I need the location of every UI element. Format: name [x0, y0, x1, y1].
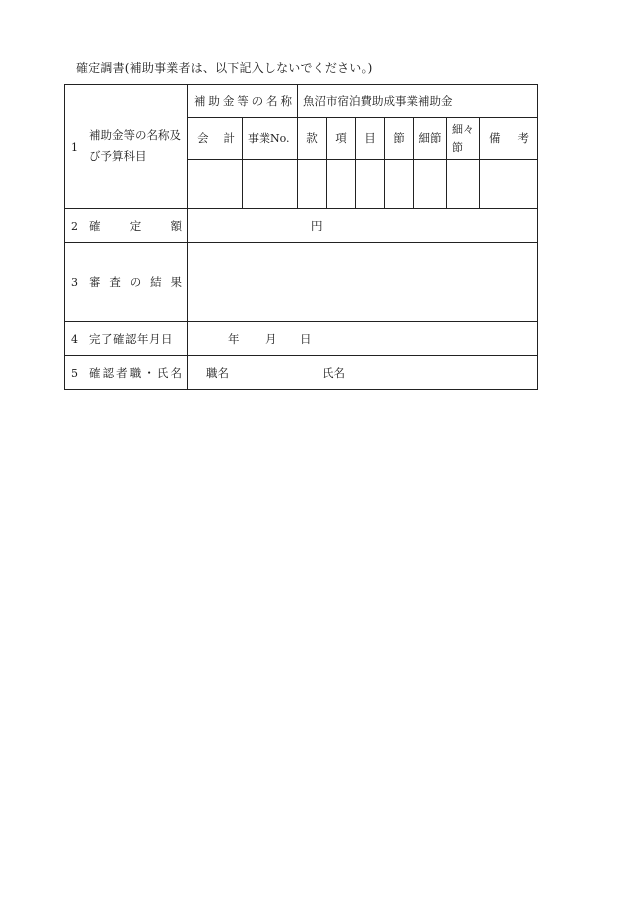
label-column-line [187, 85, 188, 389]
confirmed-amount-yen: 円 [311, 219, 323, 233]
subsidy-name-value: 魚沼市宿泊費助成事業補助金 [303, 94, 453, 108]
row1-bottom-line [65, 208, 537, 209]
row2-number: 2 [71, 220, 78, 233]
row3-label: 審 査 の 結 果 [89, 275, 182, 289]
row3-bottom-line [65, 321, 537, 322]
col-moku-header: 目 [364, 131, 376, 145]
confirmer-name-label: 氏名 [322, 366, 345, 380]
row4-number: 4 [71, 333, 78, 346]
confirmer-title-label: 職名 [206, 366, 229, 380]
name-header-label: 補 助 金 等 の 名 称 [194, 94, 292, 108]
col-line-1 [242, 117, 243, 208]
col-biko-header: 備 考 [489, 131, 529, 145]
confirmation-form-table [64, 84, 538, 390]
row2-label: 確 定 額 [89, 219, 182, 233]
row4-bottom-line [65, 355, 537, 356]
completion-day-label: 日 [300, 332, 312, 346]
col-saisetsu-header: 細節 [418, 131, 442, 145]
row4-label: 完了確認年月日 [89, 332, 173, 346]
col-line-7 [446, 117, 447, 208]
row5-number: 5 [71, 367, 78, 380]
form-caption: 確定調書(補助事業者は、以下記入しないでください。) [76, 61, 373, 75]
col-setsu-header: 節 [393, 131, 405, 145]
col-kaikei-header: 会 計 [197, 131, 235, 145]
row5-label: 確 認 者 職 ・ 氏 名 [89, 366, 182, 380]
row1-number: 1 [71, 141, 78, 154]
col-line-8 [479, 117, 480, 208]
row3-number: 3 [71, 276, 78, 289]
col-kan-header: 款 [306, 131, 318, 145]
col-jigyo-no-header: 事業No. [248, 132, 290, 145]
column-header-bottom-line [188, 159, 537, 160]
col-saisaisetsu-header: 細々節 [452, 123, 474, 154]
completion-month-label: 月 [265, 332, 277, 346]
row2-bottom-line [65, 242, 537, 243]
name-value-divider [297, 85, 298, 117]
row1-label: 補助金等の名称及び予算科目 [89, 128, 181, 163]
col-kou-header: 項 [335, 131, 347, 145]
completion-year-label: 年 [228, 332, 240, 346]
